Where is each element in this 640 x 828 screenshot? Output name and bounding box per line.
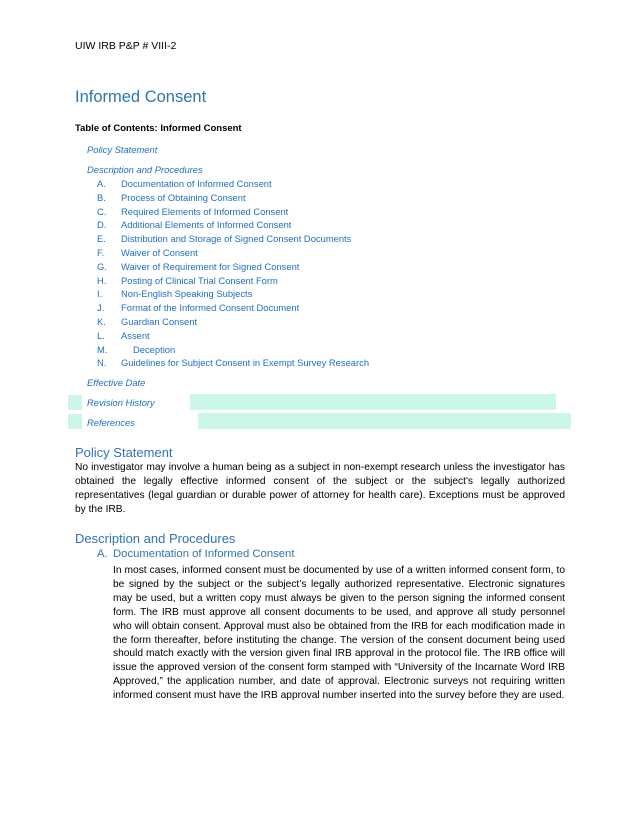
- highlight-bar: [190, 394, 556, 410]
- section-a-heading: [97, 548, 294, 560]
- highlight-bar: [68, 395, 82, 410]
- section-a-title: Documentation of Informed Consent: [113, 548, 295, 560]
- toc-link-revision-history[interactable]: Revision History: [87, 397, 155, 408]
- document-title: Informed Consent: [75, 88, 207, 106]
- toc-item-letter: K.: [97, 315, 106, 327]
- toc-item-letter: H.: [97, 274, 107, 286]
- toc-item-text: Posting of Clinical Trial Consent Form: [121, 274, 278, 286]
- toc-item-text: Process of Obtaining Consent: [121, 191, 246, 203]
- toc-item-letter: I.: [97, 288, 103, 300]
- description-procedures-heading: Description and Procedures: [75, 531, 236, 546]
- toc-item-letter: E.: [97, 233, 106, 245]
- section-a-letter: A.: [97, 548, 108, 560]
- toc-item-text: Format of the Informed Consent Document: [121, 302, 300, 314]
- toc-item-letter: D.: [97, 219, 107, 231]
- toc-item-letter: B.: [97, 191, 106, 203]
- toc-item-letter: C.: [97, 205, 107, 217]
- toc-item-text: Non-English Speaking Subjects: [121, 288, 253, 300]
- toc-link-description-procedures[interactable]: Description and Procedures: [87, 164, 203, 175]
- toc-item-text: Waiver of Consent: [121, 246, 198, 258]
- highlight-bar: [68, 414, 82, 429]
- toc-link-effective-date[interactable]: Effective Date: [87, 377, 146, 388]
- highlight-bar: [198, 413, 571, 429]
- toc-item-letter: F.: [97, 246, 105, 258]
- toc-item-text: Guardian Consent: [121, 315, 198, 327]
- policy-statement-heading: Policy Statement: [75, 445, 173, 460]
- toc-item-letter: G.: [97, 260, 107, 272]
- toc-item-letter: J.: [97, 302, 105, 314]
- toc-link-policy-statement[interactable]: Policy Statement: [87, 144, 158, 155]
- policy-statement-text: No investigator may involve a human being as a subject in non-exempt research unless the investigator has obtained the legally effective informed consent of the subject or the subject's legally authorized representatives (legal guardian or durable power of attorney for health care). Exceptions must be approved by the IRB.: [75, 462, 565, 515]
- toc-item-letter: M.: [97, 343, 108, 355]
- toc-item-text: Guidelines for Subject Consent in Exempt Survey Research: [121, 357, 370, 369]
- toc-heading: Table of Contents: Informed Consent: [75, 123, 242, 134]
- toc-item-text: Documentation of Informed Consent: [121, 178, 272, 189]
- toc-item-text: Required Elements of Informed Consent: [121, 205, 289, 217]
- toc-link-references[interactable]: References: [87, 417, 135, 428]
- toc-item-text: Waiver of Requirement for Signed Consent: [121, 260, 300, 272]
- page-header: UIW IRB P&P # VIII-2: [75, 40, 177, 52]
- toc-item-letter: N.: [97, 357, 107, 369]
- toc-item-text: Distribution and Storage of Signed Consent Documents: [121, 233, 352, 245]
- toc-item-letter: A.: [97, 178, 106, 189]
- toc-item-text: Additional Elements of Informed Consent: [121, 219, 292, 231]
- section-a-text: In most cases, informed consent must be documented by use of a written informed consent form, to be signed by the subject or the subject’s legally authorized representative. Electronic signatures may be used, but a written copy must always be given to the person signing the informed consent form. The IRB must approve all consent documents to be used, and approve all study personnel who will obtain consent. Approval must also be obtained from the IRB for each modification made in the form thereafter, before instituting the change. The version of the consent document being used should match exactly with the version given final IRB approval in the protocol file. The IRB office will issue the approved version of the consent form stamped with “University of the Incarnate Word IRB Approved,” the application number, and date of approval. Electronic surveys not requiring written informed consent must have the IRB approval number inserted into the survey before they are used.: [113, 565, 565, 702]
- toc-item-text: Deception: [133, 343, 176, 355]
- toc-item-letter: L.: [97, 329, 105, 341]
- toc-item-text: Assent: [121, 329, 150, 341]
